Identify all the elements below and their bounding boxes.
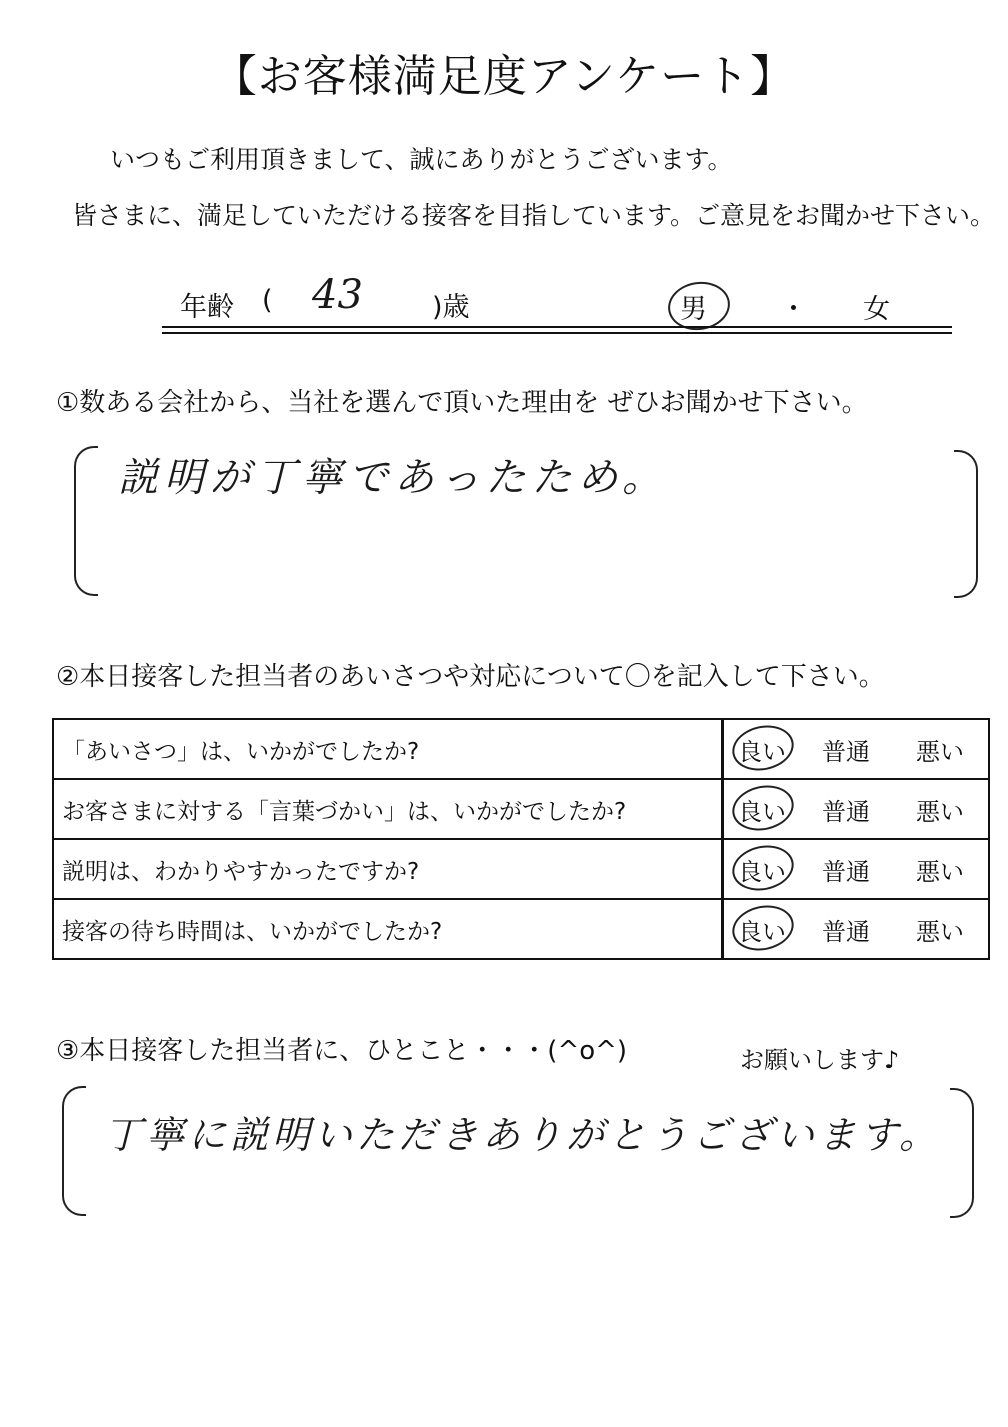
option-good[interactable]: 良い: [724, 912, 800, 947]
option-good[interactable]: 良い: [724, 792, 800, 827]
form-title: 【お客様満足度アンケート】: [212, 51, 796, 102]
rating-question: 接客の待ち時間は、いかがでしたか?: [53, 899, 723, 959]
selected-circle: [728, 900, 798, 956]
selected-circle: [728, 840, 798, 896]
intro-line-1: いつもご利用頂きまして、誠にありがとうございます。: [110, 145, 733, 174]
option-average[interactable]: 普通: [822, 917, 870, 946]
option-bad[interactable]: 悪い: [916, 737, 964, 766]
q2-question: ②本日接客した担当者のあいさつや対応について〇を記入して下さい。: [56, 662, 885, 692]
gender-male[interactable]: 男: [680, 294, 707, 325]
q3-answer[interactable]: 丁寧に説明いただきありがとうございます。: [104, 1113, 941, 1157]
profile-underline-top: [162, 326, 952, 328]
table-row: [53, 899, 989, 959]
age-open-paren: (: [262, 285, 273, 316]
q3-question: ③本日接客した担当者に、ひとこと・・・(^o^): [56, 1036, 628, 1066]
q1-answer[interactable]: 説明が丁寧であったため。: [118, 455, 668, 501]
q3-bracket-left: [62, 1086, 86, 1216]
q1-bracket-left: [74, 446, 98, 596]
option-good[interactable]: 良い: [724, 732, 800, 767]
age-value[interactable]: 43: [312, 272, 363, 318]
option-good[interactable]: 良い: [724, 852, 800, 887]
rating-question: 説明は、わかりやすかったですか?: [53, 839, 723, 899]
option-bad[interactable]: 悪い: [916, 917, 964, 946]
q1-question: ①数ある会社から、当社を選んで頂いた理由を ぜひお聞かせ下さい。: [56, 388, 868, 418]
q1-bracket-right: [954, 450, 978, 598]
option-average[interactable]: 普通: [822, 737, 870, 766]
selected-circle: [728, 780, 798, 836]
option-bad[interactable]: 悪い: [916, 797, 964, 826]
rating-table: [52, 718, 990, 960]
option-bad[interactable]: 悪い: [916, 857, 964, 886]
option-average[interactable]: 普通: [822, 797, 870, 826]
age-label: 年齢: [180, 292, 234, 323]
q3-bracket-right: [950, 1088, 974, 1218]
q3-note: お願いします♪: [740, 1046, 900, 1074]
rating-question: お客さまに対する「言葉づかい」は、いかがでしたか?: [53, 779, 723, 839]
profile-underline-bottom: [162, 332, 952, 334]
table-row: [53, 839, 989, 899]
age-close-paren: )歳: [432, 292, 470, 323]
intro-line-2: 皆さまに、満足していただける接客を目指しています。ご意見をお聞かせ下さい。: [72, 201, 996, 230]
table-row: [53, 719, 989, 779]
table-row: [53, 779, 989, 839]
selected-circle: [728, 720, 798, 776]
gender-separator: ・: [780, 294, 807, 325]
gender-female[interactable]: 女: [863, 294, 890, 325]
option-average[interactable]: 普通: [822, 857, 870, 886]
rating-question: 「あいさつ」は、いかがでしたか?: [53, 719, 723, 779]
